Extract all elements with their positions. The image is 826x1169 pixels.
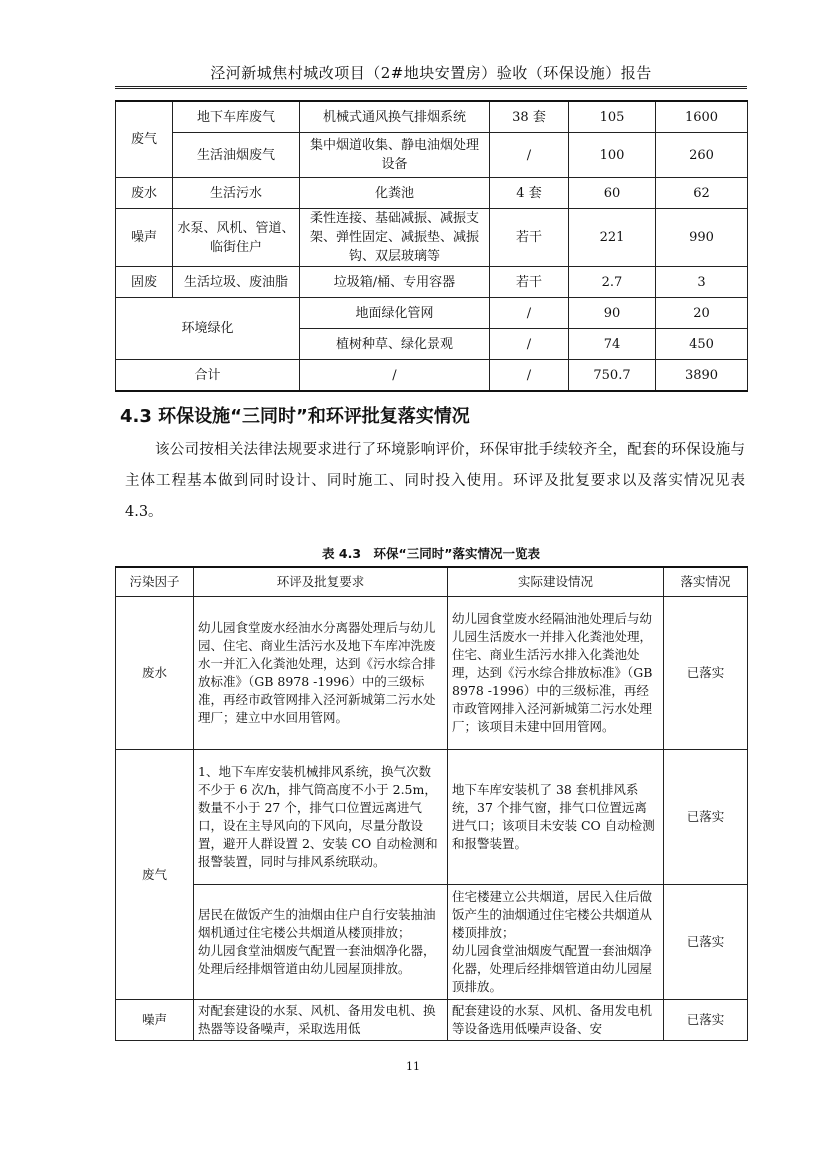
table-cell: 260: [656, 133, 748, 178]
table-caption: 表 4.3 环保“三同时”落实情况一览表: [322, 546, 540, 561]
table-cell: 已落实: [664, 1000, 748, 1041]
table-cell: 生活油烟废气: [173, 133, 300, 178]
table-cell: 合计: [116, 360, 300, 392]
table-row: [116, 885, 748, 1000]
table-cell: /: [300, 360, 490, 392]
table-cell: 地面绿化管网: [300, 298, 490, 329]
table-cell: 221: [569, 209, 656, 267]
table-cell: 2.7: [569, 267, 656, 298]
table-cell: 4 套: [490, 178, 569, 209]
table-cell: 74: [569, 329, 656, 360]
table-row: [116, 360, 748, 392]
table-cell: 对配套建设的水泵、风机、备用发电机、换热器等设备噪声，采取选用低: [194, 1000, 448, 1041]
table-row: [116, 178, 748, 209]
table-cell: 噪声: [116, 1000, 194, 1041]
table-cell: 1、地下车库安装机械排风系统，换气次数不少于 6 次/h，排气筒高度不小于 2.5m，数量不小于 27 个，排气口位置远离进气口，设在主导风向的下风向，尽量分散设置，避开人群设置 2、安装 CO 自动检测和报警装置，同时与排风系统联动。: [194, 750, 448, 885]
table-cell: 住宅楼建立公共烟道，居民入住后做饭产生的油烟通过住宅楼公共烟道从楼顶排放； 幼儿园食堂油烟废气配置一套油烟净化器，处理后经排烟管道由幼儿园屋顶排放。: [448, 885, 664, 1000]
table-cell: 已落实: [664, 597, 748, 750]
table-cell: 若干: [490, 209, 569, 267]
section-title: 4.3 环保设施“三同时”和环评批复落实情况: [120, 406, 470, 427]
table-cell: 20: [656, 298, 748, 329]
table-header-row: [116, 567, 748, 597]
table-row: [116, 298, 748, 329]
table-cell: 地下车库废气: [173, 101, 300, 133]
table-row: [116, 209, 748, 267]
table-cell: 植树种草、绿化景观: [300, 329, 490, 360]
table-cell: 3: [656, 267, 748, 298]
table-cell: 幼儿园食堂废水经隔油池处理后与幼儿园生活废水一并排入化粪池处理，住宅、商业生活污水排入化粪池处理，达到《污水综合排放标准》（GB 8978 -1996）中的三级标准，再经市政管网排入泾河新城第二污水处理厂；该项目未建中回用管网。: [448, 597, 664, 750]
table-cell: 990: [656, 209, 748, 267]
table-cell: 已落实: [664, 750, 748, 885]
table-cell: 废气: [116, 101, 173, 178]
body-paragraph: 该公司按相关法律法规要求进行了环境影响评价，环保审批手续较齐全，配套的环保设施与主体工程基本做到同时设计、同时施工、同时投入使用。环评及批复要求以及落实情况见表 4.3。: [125, 442, 745, 520]
table-row: [116, 750, 748, 885]
column-header: 落实情况: [664, 567, 748, 597]
table-row: [116, 597, 748, 750]
table-cell: 废气: [116, 750, 194, 1000]
table-cell: 若干: [490, 267, 569, 298]
table-cell: 居民在做饭产生的油烟由住户自行安装抽油烟机通过住宅楼公共烟道从楼顶排放； 幼儿园食堂油烟废气配置一套油烟净化器，处理后经排烟管道由幼儿园屋顶排放。: [194, 885, 448, 1000]
table-cell: 生活污水: [173, 178, 300, 209]
table-cell: 废水: [116, 597, 194, 750]
table-cell: 38 套: [490, 101, 569, 133]
table-cell: /: [490, 133, 569, 178]
table-cell: 1600: [656, 101, 748, 133]
table-cell: 地下车库安装机了 38 套机排风系统，37 个排气窗，排气口位置远离进气口；该项目未安装 CO 自动检测和报警装置。: [448, 750, 664, 885]
table-cell: 机械式通风换气排烟系统: [300, 101, 490, 133]
table-cell: 450: [656, 329, 748, 360]
table-cell: /: [490, 298, 569, 329]
table-cell: 750.7: [569, 360, 656, 392]
table-cell: 垃圾箱/桶、专用容器: [300, 267, 490, 298]
table-cell: 水泵、风机、管道、临街住户: [173, 209, 300, 267]
table-cell: /: [490, 360, 569, 392]
table-cell: 配套建设的水泵、风机、备用发电机等设备选用低噪声设备、安: [448, 1000, 664, 1041]
column-header: 污染因子: [116, 567, 194, 597]
page-header: 泾河新城焦村城改项目（2#地块安置房）验收（环保设施）报告: [210, 64, 652, 82]
table-row: [116, 133, 748, 178]
page-number: 11: [406, 1060, 420, 1073]
table-cell: 固废: [116, 267, 173, 298]
column-header: 实际建设情况: [448, 567, 664, 597]
table-cell: 60: [569, 178, 656, 209]
table-cell: 化粪池: [300, 178, 490, 209]
table-cell: 废水: [116, 178, 173, 209]
table-cell: 100: [569, 133, 656, 178]
table-row: [116, 101, 748, 133]
table-cell: 环境绿化: [116, 298, 300, 360]
investment-table: [115, 100, 748, 392]
header-rule: [115, 86, 747, 91]
three-simultaneous-table: [115, 566, 748, 1041]
table-cell: 幼儿园食堂废水经油水分离器处理后与幼儿园、住宅、商业生活污水及地下车库冲洗废水一并汇入化粪池处理，达到《污水综合排放标准》（GB 8978 -1996）中的三级标准，再经市政管网排入泾河新城第二污水处理厂；建立中水回用管网。: [194, 597, 448, 750]
table-cell: 90: [569, 298, 656, 329]
table-cell: 集中烟道收集、静电油烟处理设备: [300, 133, 490, 178]
table-cell: 3890: [656, 360, 748, 392]
table-cell: 已落实: [664, 885, 748, 1000]
table-row: [116, 1000, 748, 1041]
table-cell: /: [490, 329, 569, 360]
table-cell: 柔性连接、基础减振、减振支架、弹性固定、减振垫、减振钩、双层玻璃等: [300, 209, 490, 267]
table-cell: 噪声: [116, 209, 173, 267]
table-cell: 62: [656, 178, 748, 209]
table-cell: 生活垃圾、废油脂: [173, 267, 300, 298]
table-cell: 105: [569, 101, 656, 133]
table-row: [116, 267, 748, 298]
column-header: 环评及批复要求: [194, 567, 448, 597]
